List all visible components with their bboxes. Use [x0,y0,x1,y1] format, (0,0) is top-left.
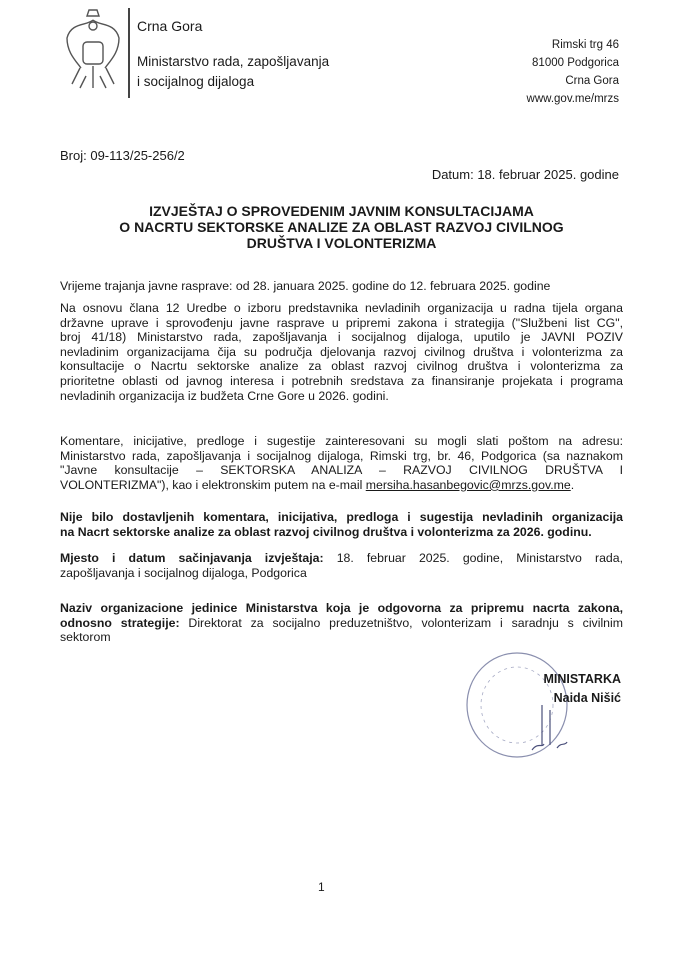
country-name: Crna Gora [137,18,203,34]
text-line: Ministarstvo rada, zapošljavanja i socijalnog dijaloga, Rimski trg, br. 46, Podgorica (sa naznakom [60,448,623,463]
text-line: broj 41/18) Ministarstvo rada, zapošljavanja i socijalnog dijaloga, uputilo je JAVNI POZIV [60,330,623,345]
text-line: "Javne konsultacije – SEKTORSKA ANALIZA – RAZVOJ CIVILNOG DRUŠTVA I [60,463,623,478]
text-line: sektorom [60,630,111,645]
title-line: IZVJEŠTAJ O SPROVEDENIM JAVNIM KONSULTACIJAMA [149,203,534,219]
paragraph-responsible-unit [60,601,623,645]
text-fragment: . [570,477,575,492]
paragraph-legal-basis [60,301,623,403]
text-line [60,478,623,493]
ministry-line-2: i socijalnog dijaloga [137,74,255,89]
document-date: Datum: 18. februar 2025. godine [431,167,619,182]
title-line: DRUŠTVA I VOLONTERIZMA [246,235,437,251]
ministry-name [137,52,329,92]
document-title [60,203,623,251]
ministry-line-1: Ministarstvo rada, zapošljavanja [137,54,330,69]
signatory-role: MINISTARKA [543,672,621,686]
text-line: zapošljavanja i socijalnog dijaloga, Podgorica [60,565,307,580]
address-street: Rimski trg 46 [551,39,619,51]
text-fragment: 18. februar 2025. godine, Ministarstvo rada, [323,551,623,565]
text-line [60,616,623,631]
signature-block [543,670,621,708]
address-country: Crna Gora [565,75,619,87]
text-line: konsultacije o Nacrtu sektorske analize za oblast razvoj civilnog društva i volonterizma za [60,359,623,374]
signatory-name: Naida Nišić [553,691,621,705]
text-line: Nije bilo dostavljenih komentara, inicijativa, predloga i sugestija nevladinih organizacija [60,510,623,524]
address-website: www.gov.me/mrzs [526,93,619,105]
address-city: 81000 Podgorica [532,57,619,69]
text-line: nevladinim organizacijama čija su područja djelovanja razvoj civilnog društva i volonterizma za [60,344,623,359]
ministry-address [527,36,619,108]
consultation-duration: Vrijeme trajanja javne rasprave: od 28. januara 2025. godine do 12. februara 2025. godine [60,279,551,293]
text-line: prioritetne oblasti od javnog interesa i potrebnih sredstava za finansiranje projekata i programa [60,373,623,388]
header-divider [128,8,130,98]
text-line: državne uprave i sprovođenju javne rasprave u pripremi zakona i strategija ("Službeni list CG", [60,315,623,330]
paragraph-place-date [60,551,623,580]
text-line: Komentare, inicijative, predloge i sugestije zainteresovani su mogli slati poštom na adresu: [60,434,623,448]
paragraph-no-comments [60,510,623,539]
text-line [60,551,623,566]
label: Mjesto i datum sačinjavanja izvještaja: [60,551,324,565]
text-fragment: VOLONTERIZMA"), kao i elektronskim putem na e-mail [60,477,366,492]
page-number: 1 [318,880,325,894]
email-link[interactable]: mersiha.hasanbegovic@mrzs.gov.me [365,477,571,492]
text-line: Na osnovu člana 12 Uredbe o izboru predstavnika nevladinih organizacija u radna tijela organa [60,301,623,315]
text-fragment: Direktorat za socijalno preduzetništvo, volonterizam i saradnju s civilnim [179,615,623,630]
text-line: nevladinih organizacija iz budžeta Crne Gore u 2026. godini. [60,388,389,403]
paragraph-submission [60,434,623,492]
label: odnosno strategije: [60,615,180,630]
reference-number: Broj: 09-113/25-256/2 [60,148,185,163]
text-line: Naziv organizacione jedinice Ministarstva koja je odgovorna za pripremu nacrta zakona, [60,601,623,615]
title-line: O NACRTU SEKTORSKE ANALIZE ZA OBLAST RAZVOJ CIVILNOG [119,219,564,235]
text-line: na Nacrt sektorske analize za oblast razvoj civilnog društva i volonterizma za 2026. godinu. [60,524,592,539]
coat-of-arms-logo [62,6,124,96]
